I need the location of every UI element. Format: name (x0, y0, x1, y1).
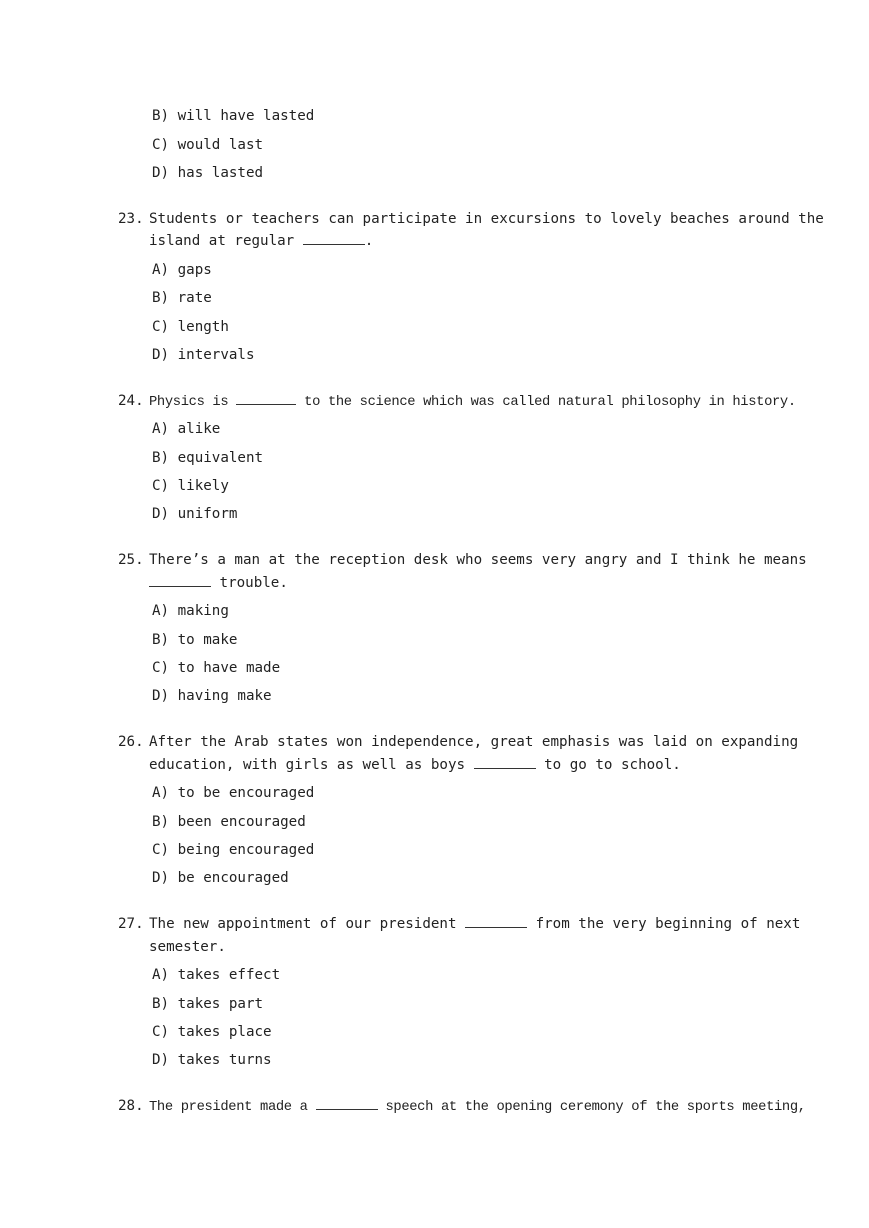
option-d: D) uniform (152, 506, 238, 522)
question-text: . (364, 233, 374, 249)
answer-blank (465, 913, 527, 928)
answer-blank (303, 230, 365, 245)
question-text: Physics is (149, 395, 237, 410)
answer-blank (236, 390, 296, 405)
question-text: from the very beginning of next (527, 916, 801, 932)
option-c: C) likely (152, 478, 229, 494)
question-number: 24. (118, 393, 144, 409)
option-c: C) would last (152, 137, 264, 153)
option-d: D) intervals (152, 347, 255, 363)
answer-blank (316, 1095, 378, 1110)
option-b: B) been encouraged (152, 814, 306, 830)
question-text-line (149, 754, 746, 776)
question-text-line (149, 230, 746, 252)
option-c: C) to have made (152, 660, 281, 676)
question-text: The president made a (149, 1100, 316, 1115)
question-text-line (149, 913, 801, 935)
option-d: D) having make (152, 688, 272, 704)
question-number: 25. (118, 552, 144, 568)
option-b: B) rate (152, 290, 212, 306)
option-d: D) takes turns (152, 1052, 272, 1068)
question-text-line: After the Arab states won independence, great emphasis was laid on expanding (149, 734, 799, 750)
question-text: education, with girls as well as boys (149, 757, 474, 773)
question-text-line (149, 1095, 806, 1117)
option-c: C) takes place (152, 1024, 272, 1040)
option-d: D) has lasted (152, 165, 264, 181)
question-text-line: Students or teachers can participate in excursions to lovely beaches around the (149, 211, 824, 227)
question-text: The new appointment of our president (149, 916, 466, 932)
option-a: A) to be encouraged (152, 785, 315, 801)
option-b: B) will have lasted (152, 108, 315, 124)
option-b: B) equivalent (152, 450, 264, 466)
question-text: trouble. (211, 575, 288, 591)
option-a: A) making (152, 603, 229, 619)
option-a: A) gaps (152, 262, 212, 278)
question-number: 26. (118, 734, 144, 750)
option-c: C) length (152, 319, 229, 335)
option-a: A) takes effect (152, 967, 281, 983)
question-text: to go to school. (535, 757, 681, 773)
question-text: to the science which was called natural philosophy in history. (296, 395, 796, 410)
question-text-line (149, 390, 796, 412)
question-text-line: semester. (149, 939, 226, 955)
question-number: 28. (118, 1098, 144, 1114)
question-text-line (149, 572, 746, 594)
option-d: D) be encouraged (152, 870, 289, 886)
question-text-left (149, 913, 527, 935)
option-a: A) alike (152, 421, 221, 437)
question-number: 27. (118, 916, 144, 932)
question-text: speech at the opening ceremony of the sports meeting, (377, 1100, 806, 1115)
answer-blank (474, 754, 536, 769)
option-b: B) to make (152, 632, 238, 648)
option-c: C) being encouraged (152, 842, 315, 858)
question-number: 23. (118, 211, 144, 227)
question-text: island at regular (149, 233, 303, 249)
answer-blank (149, 572, 211, 587)
option-b: B) takes part (152, 996, 264, 1012)
question-text-line: There’s a man at the reception desk who seems very angry and I think he means (149, 552, 807, 568)
